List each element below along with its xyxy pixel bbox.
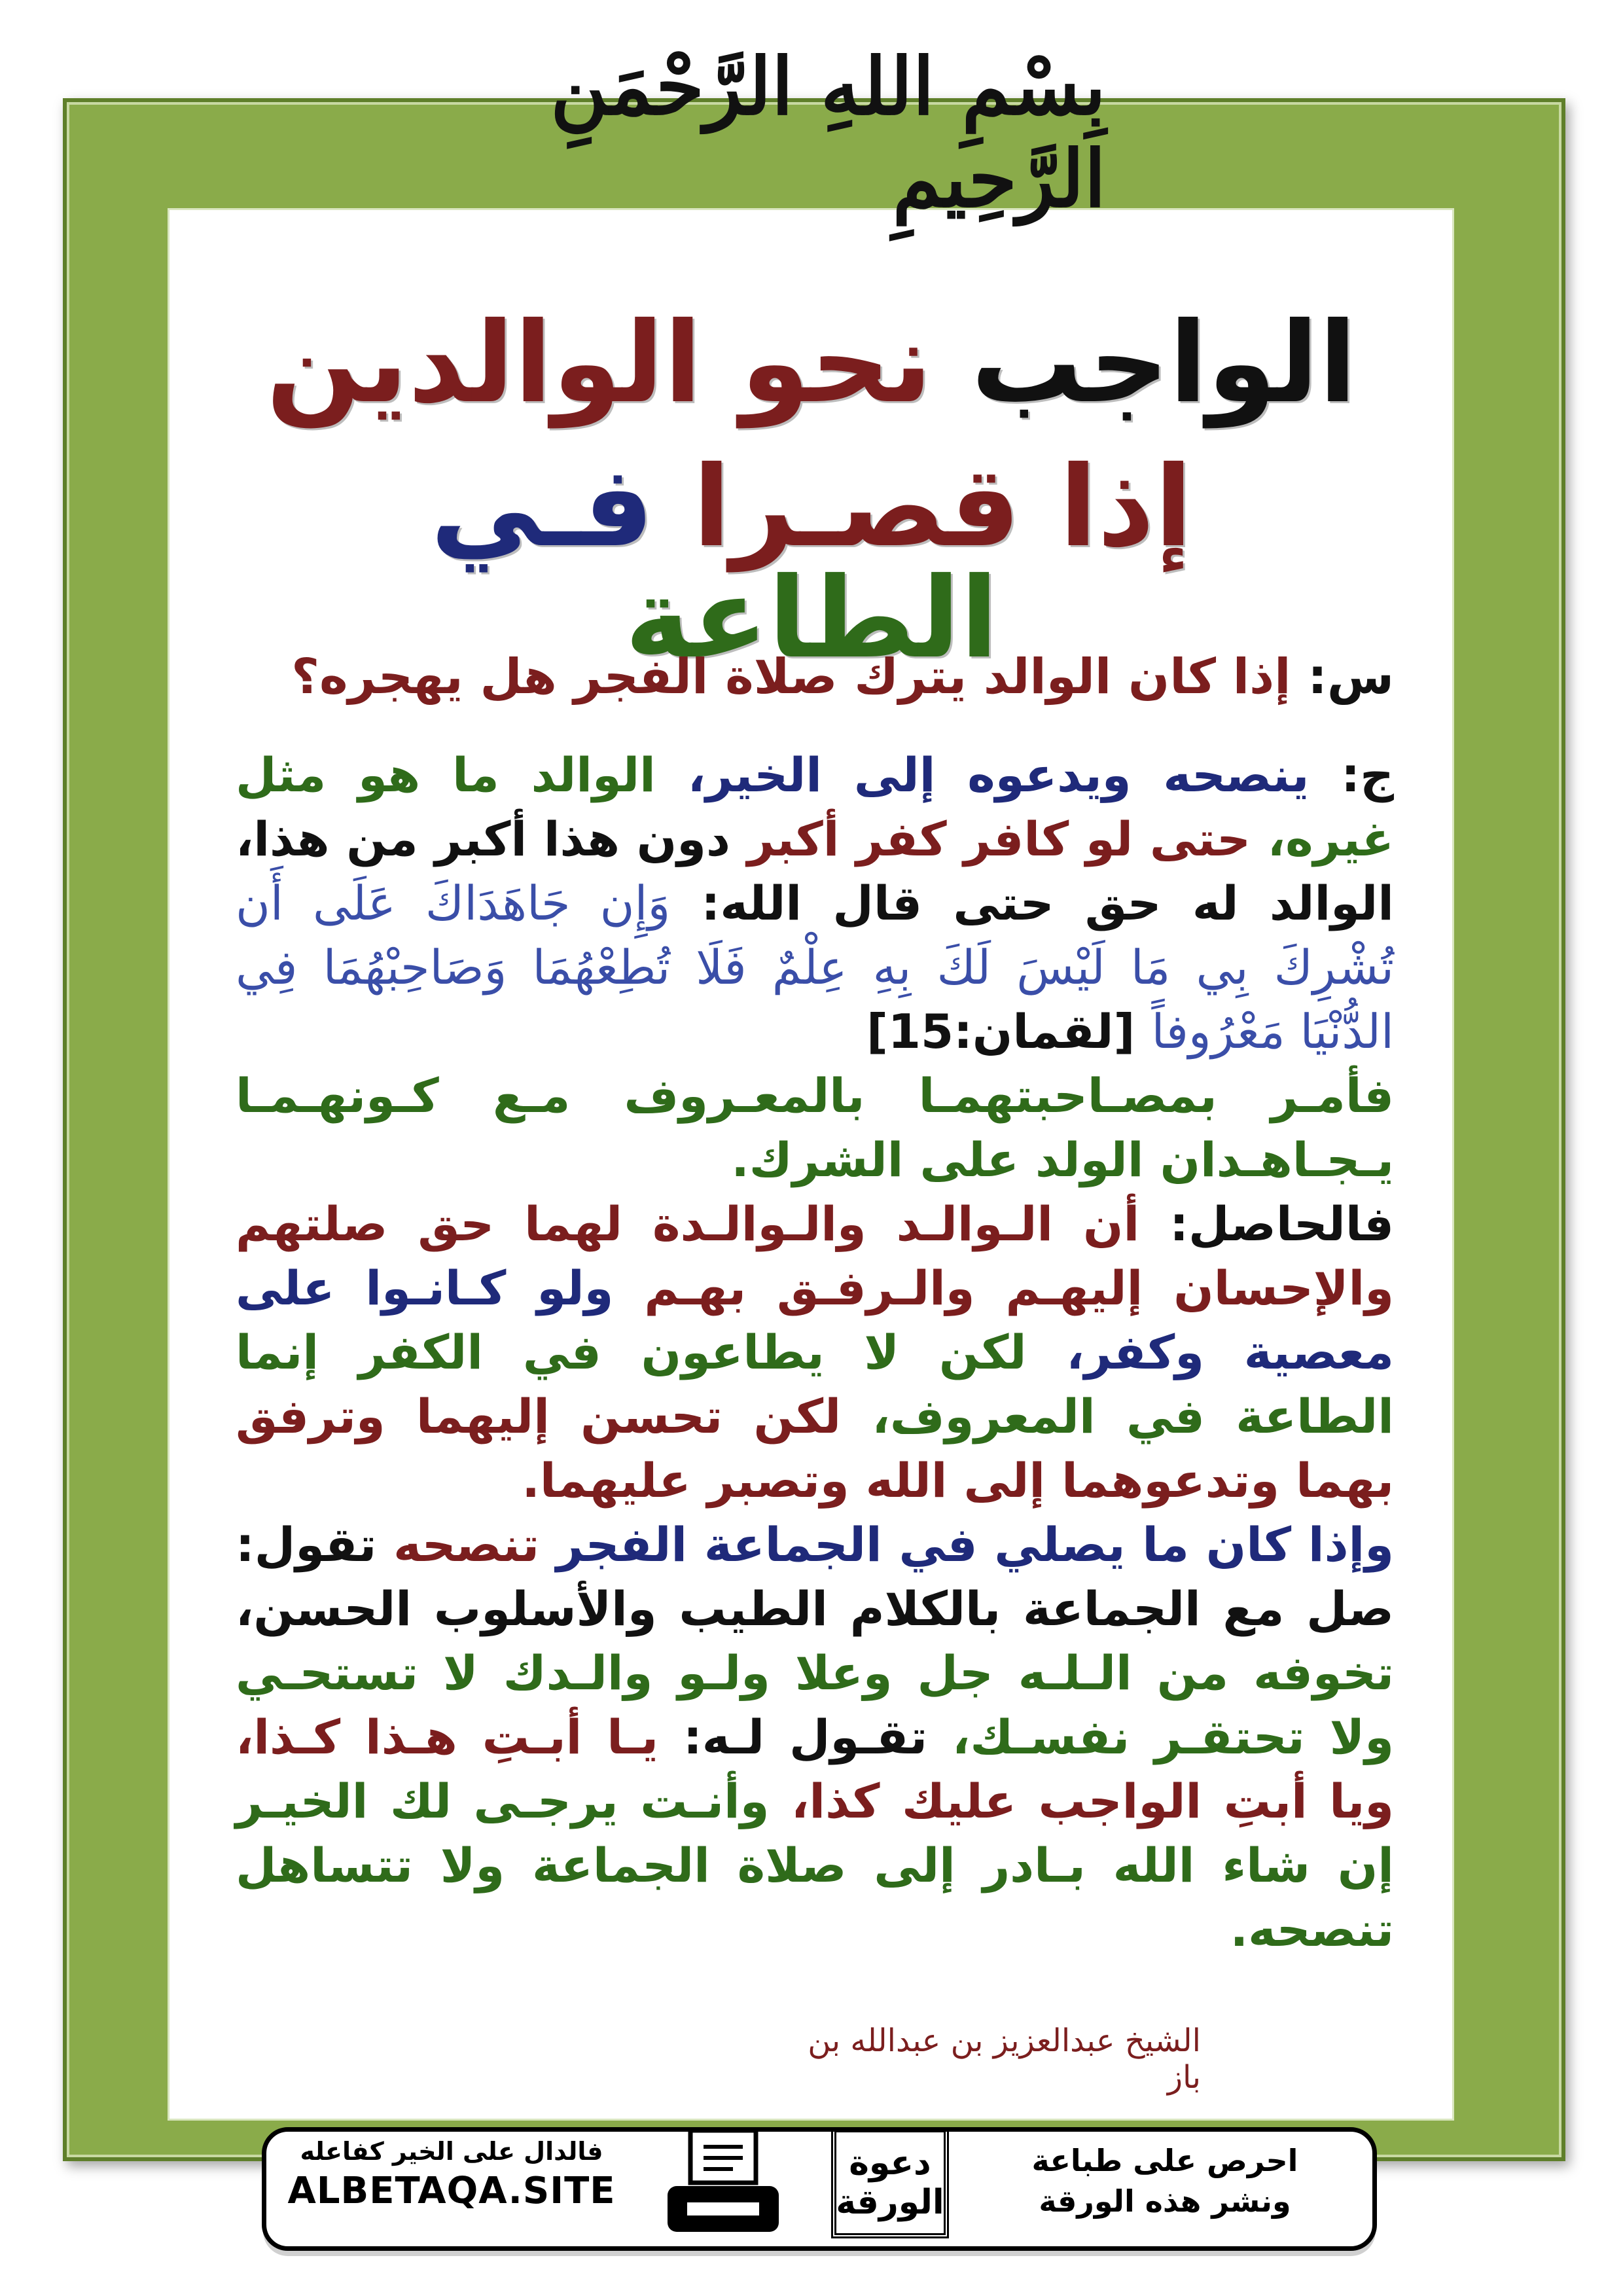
answer-p4-c: تقول: صل مع الجماعة بالكلام الطيب والأسلوب الحسن، (236, 1517, 1394, 1636)
footer-print-call (982, 2140, 1348, 2221)
answer-label: ج: (1341, 747, 1394, 802)
answer-p3-b: ولو كـانـوا على معصية وكفر، (236, 1261, 1394, 1380)
answer-p1-b: الوالد ما هو مثل غيره، (236, 747, 1394, 867)
answer-p2: فأمـر بمصـاحبتهمـا بالمعـروف مـع كـونهـمـا يـجـاهـدان الولد على الشرك. (236, 1068, 1394, 1187)
answer-p3-d: لكن تحسن إليهما وترفق بهما وتدعوهما إلى الله وتصبر عليهما. (236, 1389, 1394, 1508)
answer-p4-d: تخوفه من الـلـه جل وعلا ولـو والـدك لا تستحـي ولا تحتقـر نفسـك، (236, 1645, 1394, 1765)
question-text: إذا كان الوالد يترك صلاة الفجر هل يهجره؟ (291, 649, 1291, 705)
printer-icon (661, 2124, 785, 2242)
author-attribution: الشيخ عبدالعزيز بن عبدالله بن باز (808, 2022, 1201, 2096)
summary-label: فالحاصل: (1169, 1196, 1394, 1251)
footer-motto: فالدال على الخير كفاعله (300, 2137, 603, 2166)
title-word-duty: الواجب (971, 298, 1357, 428)
answer-p1-c: حتى لو كافر كفر أكبر (747, 812, 1251, 867)
answer-p1-a: ينصحه ويدعوه إلى الخير، (687, 747, 1310, 802)
page-title-line-1 (236, 298, 1387, 428)
footer-website-block (281, 2137, 622, 2212)
title-word-in: فـي (430, 442, 654, 572)
title-word-if-fall-short: إذا قصـرا (692, 442, 1193, 572)
dawa-logo: دعوة الورقة (831, 2127, 949, 2238)
quran-verse: وَإِن جَاهَدَاكَ عَلَى أَن تُشْرِكَ بِي مَا لَيْسَ لَكَ بِهِ عِلْمٌ فَلَا تُطِعْهُمَا وَصَاحِبْهُمَا فِي الدُّنْيَا مَعْرُوفاً (236, 876, 1394, 1059)
footer-print-line-2: ونشر هذه الورقة (1039, 2183, 1291, 2219)
answer-p4-g: وأنـت يرجـى لك الخيـر إن شاء الله بـادر إلى صلاة الجماعة ولا تتساهل تنصحه. (236, 1774, 1394, 1957)
answer-p4-f: يـا أبـتِ هـذا كـذا، ويا أبتِ الواجب عليك كذا، (236, 1710, 1395, 1829)
answer-p3-a: أن الـوالـد والـوالـدة لهما حق صلتهم والإحسان إليهـم والـرفـق بهـم (236, 1196, 1394, 1316)
basmala-calligraphy: بِسْمِ اللهِ الرَّحْمَنِ الرَّحِيمِ (550, 41, 1106, 225)
answer-block (236, 743, 1394, 1962)
title-word-parents: نحو الوالدين (266, 298, 933, 428)
verse-reference: [لقمان:15] (866, 1004, 1135, 1059)
footer-print-line-1: احرص على طباعة (1031, 2143, 1298, 2178)
answer-p3-c: لكن لا يطاعون في الكفر إنما الطاعة في المعروف، (236, 1325, 1394, 1444)
title-word-obedience: الطاعة (624, 554, 999, 683)
answer-p4-b: تنصحه (393, 1517, 540, 1572)
website-link[interactable]: ALBETAQA.SITE (287, 2170, 616, 2212)
answer-p4-a: وإذا كان ما يصلي في الجماعة الفجر (556, 1517, 1394, 1572)
answer-p4-e: تقـول لـه: (683, 1710, 928, 1765)
question-label: س: (1308, 649, 1394, 705)
question-paragraph (236, 645, 1394, 709)
answer-p1-d: دون هذا أكبر من هذا، الوالد له حق حتى قال الله: (236, 812, 1394, 931)
